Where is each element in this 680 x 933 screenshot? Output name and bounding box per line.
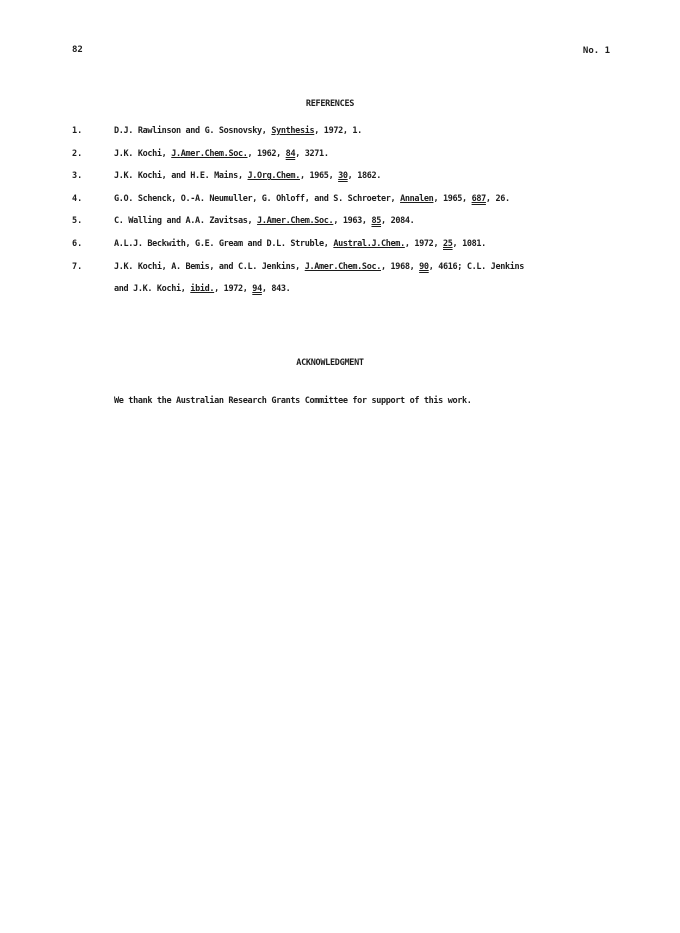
references-heading: REFERENCES — [305, 99, 355, 109]
volume: 85 — [371, 216, 382, 227]
acknowledgment-heading: ACKNOWLEDGMENT — [296, 358, 364, 368]
journal-name: J.Org.Chem. — [247, 171, 300, 182]
volume: 84 — [285, 148, 296, 159]
journal-name: Austral.J.Chem. — [333, 238, 405, 249]
journal-name: Annalen — [400, 193, 434, 204]
journal-name: J.Amer.Chem.Soc. — [304, 261, 381, 272]
volume: 687 — [471, 193, 486, 204]
journal-name: J.Amer.Chem.Soc. — [171, 148, 248, 159]
reference-item-7: 7. J.K. Kochi, A. Bemis, and C.L. Jenkins, J.Amer.Chem.Soc., 1968, 90, 4616; C.L. Jenkins and J.K. Kochi, ibid., 1972, 94, 843. — [72, 262, 617, 295]
issue-number: No. 1 — [582, 46, 610, 56]
reference-item-6: 6. A.L.J. Beckwith, G.E. Gream and D.L. Struble, Austral.J.Chem., 1972, 25, 1081. — [72, 238, 486, 249]
journal-name: J.Amer.Chem.Soc. — [257, 216, 334, 227]
volume: 90 — [419, 261, 429, 272]
reference-item-2: 2. J.K. Kochi, J.Amer.Chem.Soc., 1962, 84, 3271. — [72, 148, 329, 159]
volume: 94 — [252, 284, 262, 295]
volume: 25 — [443, 238, 453, 249]
reference-item-4: 4. G.O. Schenck, O.-A. Neumuller, G. Ohloff, and S. Schroeter, Annalen, 1965, 687, 26. — [72, 193, 510, 204]
page-number: 82 — [72, 45, 83, 55]
reference-item-5: 5. C. Walling and A.A. Zavitsas, J.Amer.Chem.Soc., 1963, 85, 2084. — [72, 216, 415, 227]
journal-name: Synthesis — [271, 126, 315, 136]
journal-name: ibid. — [190, 284, 215, 295]
reference-list — [72, 126, 617, 307]
reference-item-3: 3. J.K. Kochi, and H.E. Mains, J.Org.Chem., 1965, 30, 1862. — [72, 171, 382, 182]
volume: 30 — [338, 171, 348, 182]
reference-item-1: 1. D.J. Rawlinson and G. Sosnovsky, Synthesis, 1972, 1. — [72, 126, 362, 136]
acknowledgment-text: We thank the Australian Research Grants Committee for support of this work. — [114, 396, 472, 406]
reference-continuation: and J.K. Kochi, ibid., 1972, 94, 843. — [114, 284, 291, 295]
